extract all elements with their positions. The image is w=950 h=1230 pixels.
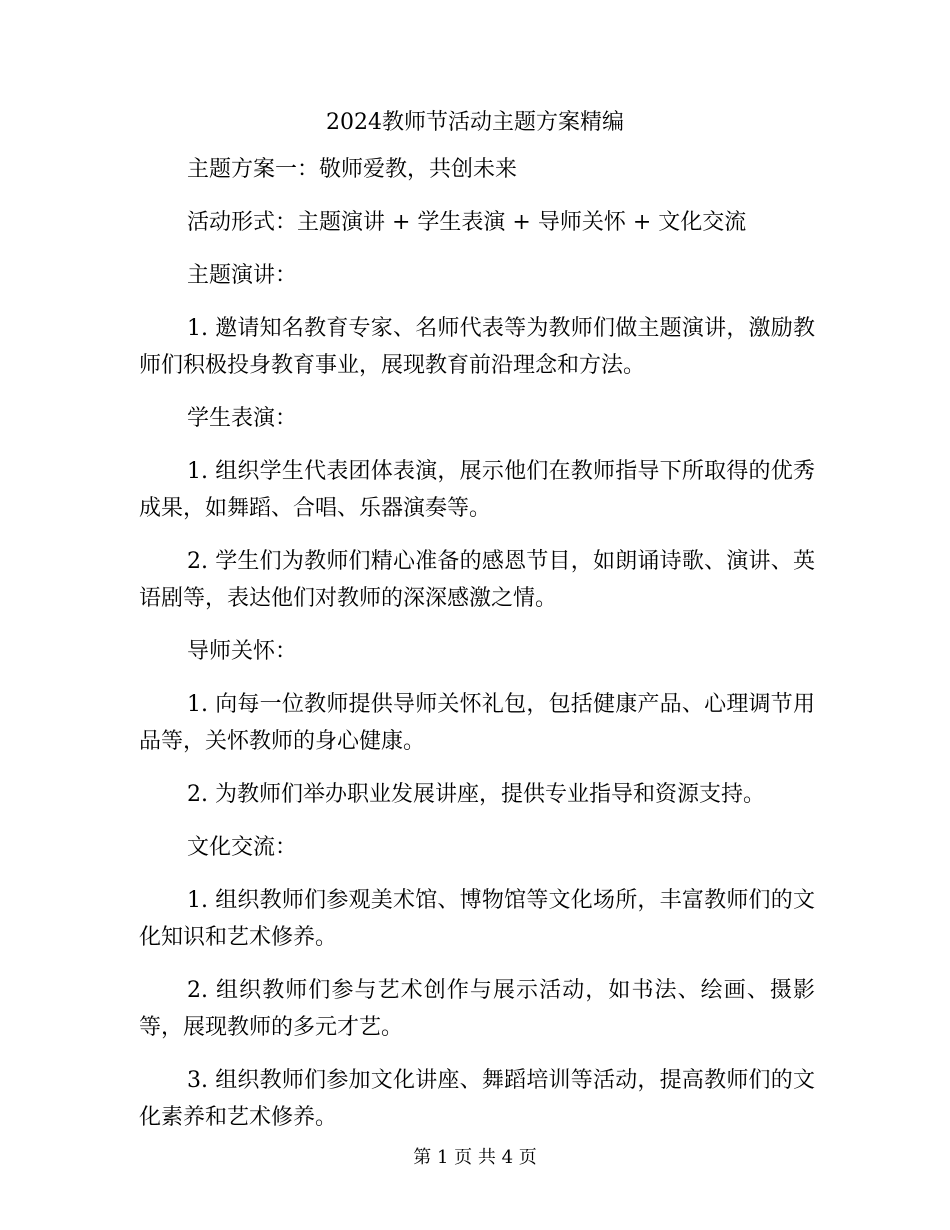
section-heading-student-performance: 学生表演： [187,406,298,431]
paragraph-student-performance-2: 2. 学生们为教师们精心准备的感恩节目，如朗诵诗歌、演讲、英语剧等，表达他们对教师的深深感激之情。 [139,549,815,611]
paragraph-plan-title: 主题方案一：敬师爱教，共创未来 [187,157,518,182]
paragraph-cultural-exchange-1: 1. 组织教师们参观美术馆、博物馆等文化场所，丰富教师们的文化知识和艺术修养。 [139,888,815,950]
paragraph-cultural-exchange-2: 2. 组织教师们参与艺术创作与展示活动，如书法、绘画、摄影等，展现教师的多元才艺。 [139,978,815,1040]
paragraph-activity-format: 活动形式：主题演讲 + 学生表演 + 导师关怀 + 文化交流 [187,210,747,235]
paragraph-mentor-care-2: 2. 为教师们举办职业发展讲座，提供专业指导和资源支持。 [187,782,765,807]
paragraph-student-performance-1: 1. 组织学生代表团体表演，展示他们在教师指导下所取得的优秀成果，如舞蹈、合唱、乐器演奏等。 [139,459,815,521]
paragraph-mentor-care-1: 1. 向每一位教师提供导师关怀礼包，包括健康产品、心理调节用品等，关怀教师的身心健康。 [139,692,815,754]
page-footer: 第 1 页 共 4 页 [413,1147,537,1168]
paragraph-keynote-1: 1. 邀请知名教育专家、名师代表等为教师们做主题演讲，激励教师们积极投身教育事业，展现教育前沿理念和方法。 [139,316,815,378]
section-heading-mentor-care: 导师关怀： [187,639,298,664]
section-heading-keynote: 主题演讲： [187,263,298,288]
document-body [139,151,815,1152]
section-heading-cultural-exchange: 文化交流： [187,835,298,860]
paragraph-cultural-exchange-3: 3. 组织教师们参加文化讲座、舞蹈培训等活动，提高教师们的文化素养和艺术修养。 [139,1068,815,1130]
document-title: 2024教师节活动主题方案精编 [326,110,624,135]
